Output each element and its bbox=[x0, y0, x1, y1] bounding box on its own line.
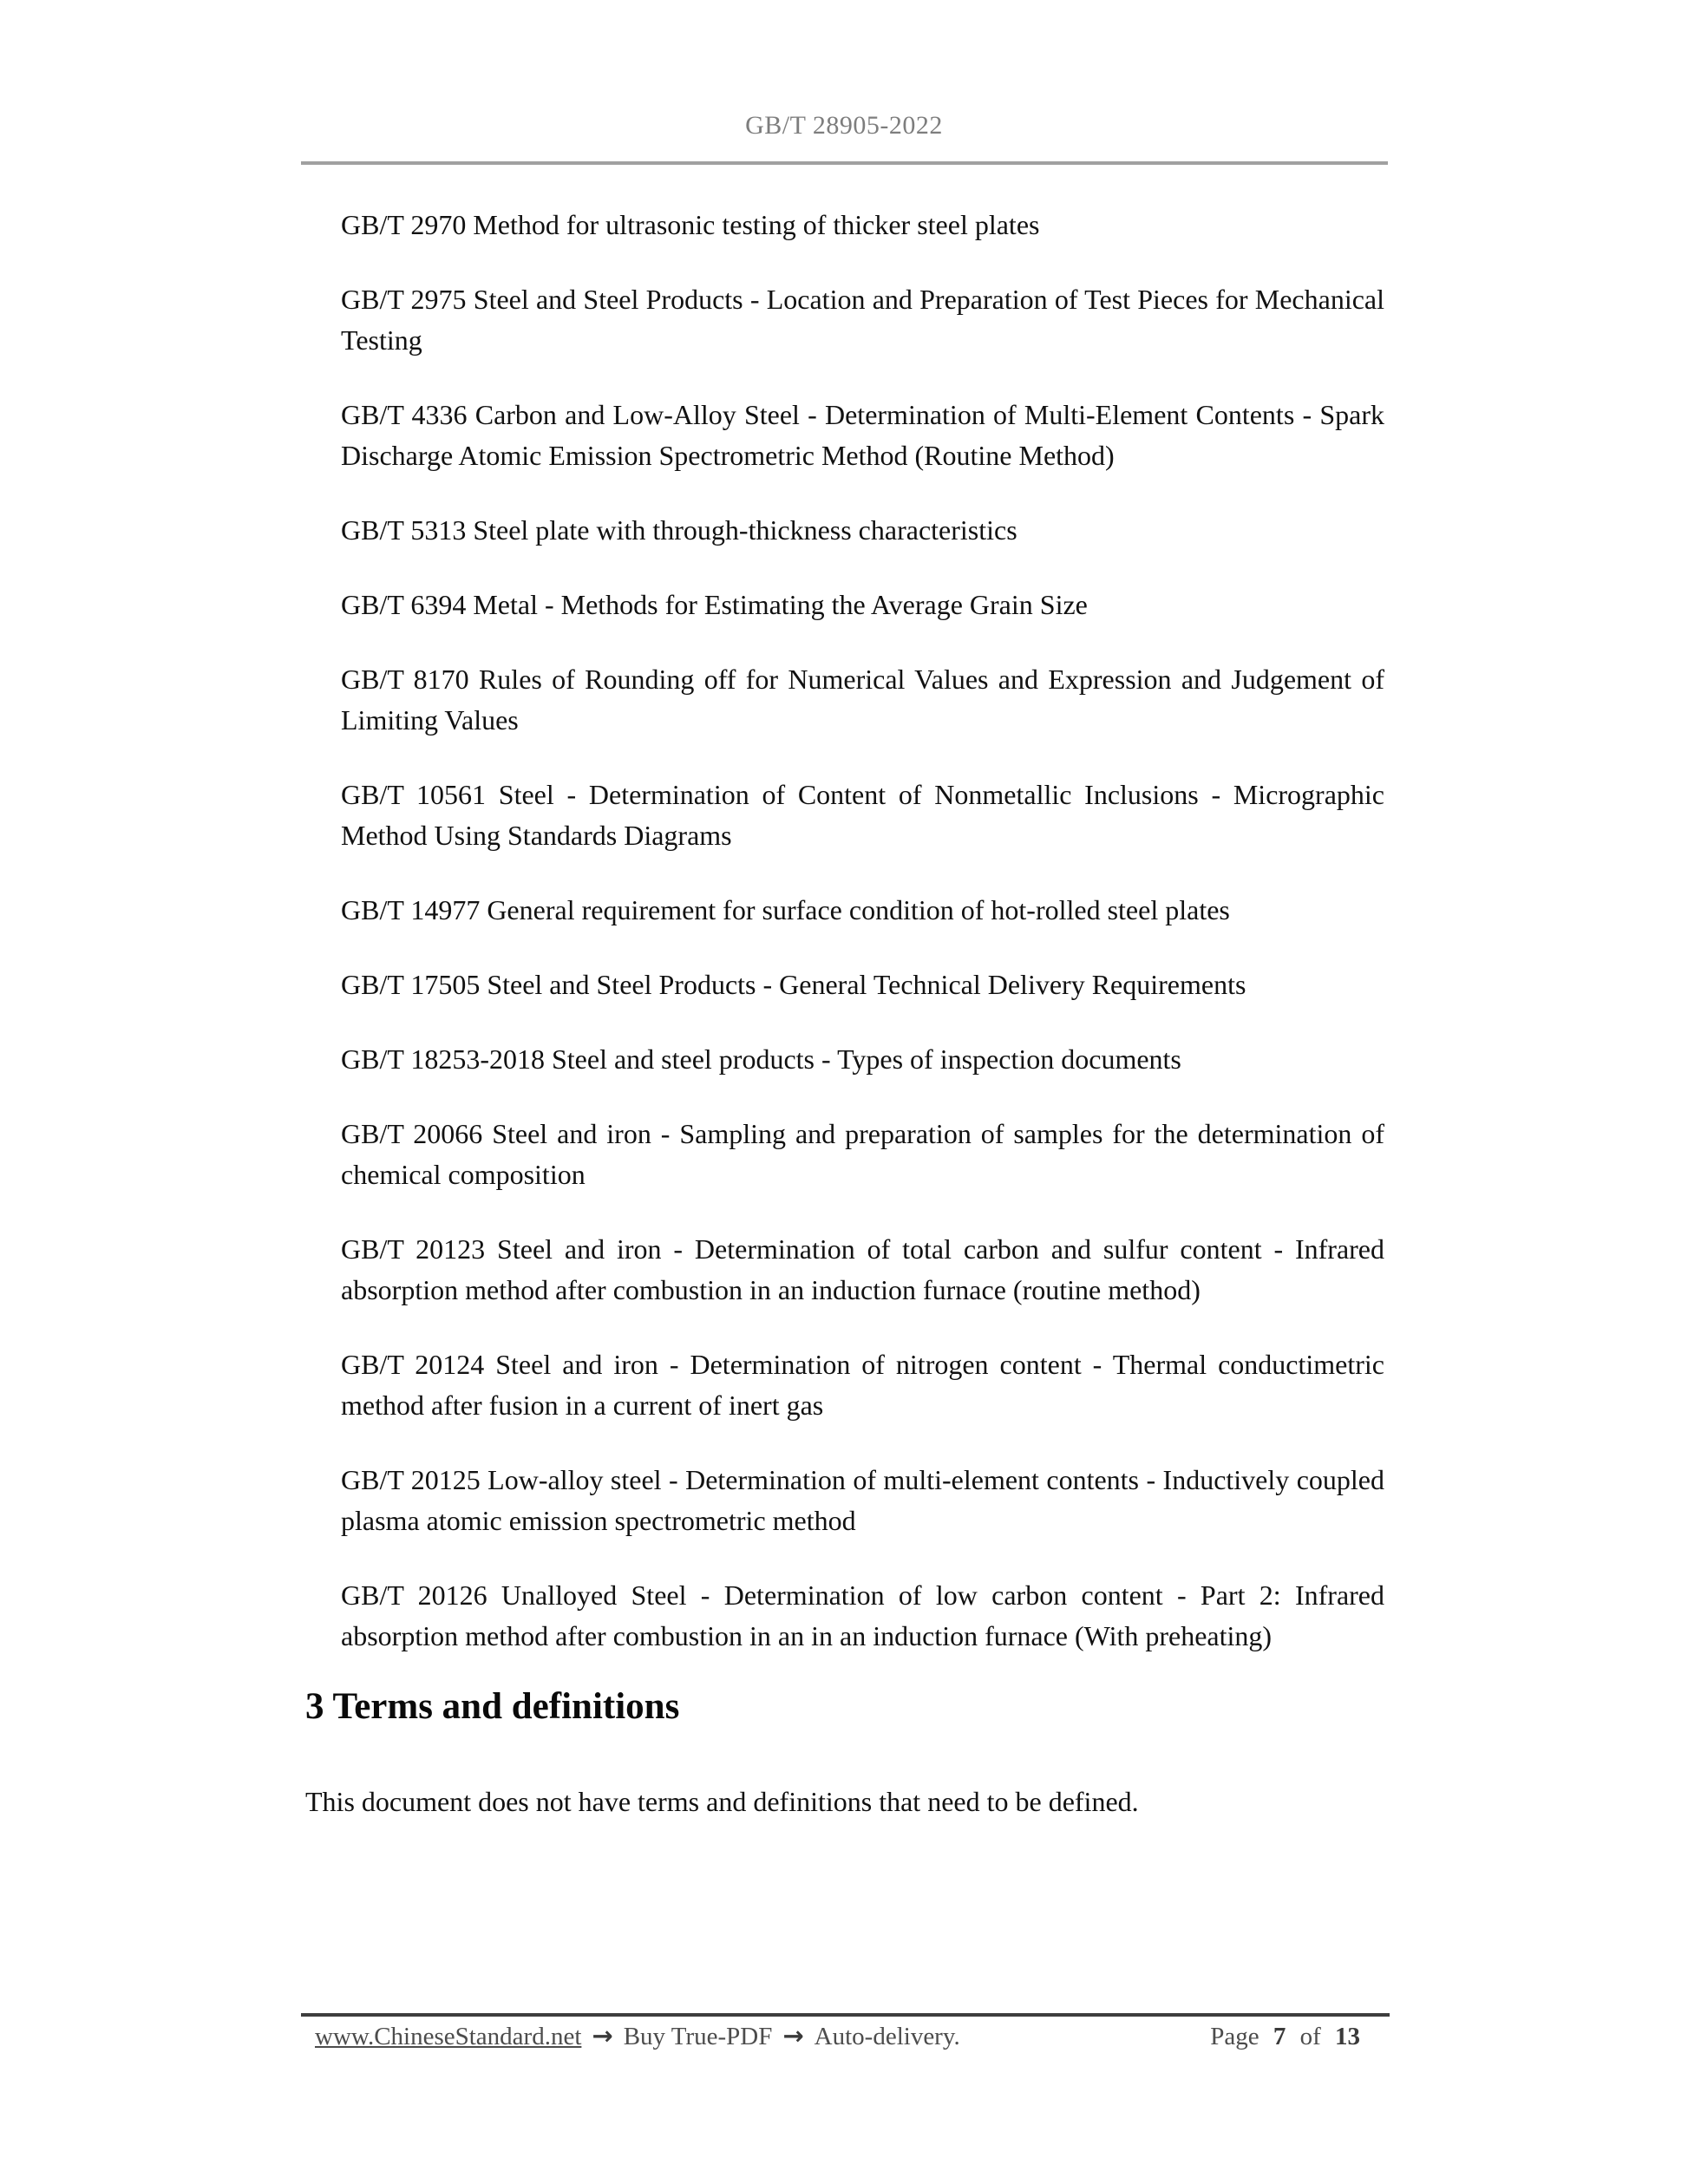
page-indicator bbox=[1210, 2022, 1360, 2051]
arrow-icon: → bbox=[592, 2021, 613, 2050]
reference-item: GB/T 20125 Low-alloy steel - Determination of multi-element contents - Inductively coupled plasma atomic emission spectrometric method bbox=[341, 1464, 1384, 1536]
page-content bbox=[305, 205, 1384, 1822]
reference-item: GB/T 20126 Unalloyed Steel - Determination of low carbon content - Part 2: Infrared absorption method after combustion in an in an induction furnace (With preheating) bbox=[341, 1579, 1384, 1651]
section-heading: 3 Terms and definitions bbox=[305, 1686, 680, 1727]
arrow-icon: → bbox=[782, 2021, 804, 2050]
running-header-doc-number: GB/T 28905-2022 bbox=[745, 111, 943, 140]
page-number: 7 bbox=[1273, 2023, 1286, 2050]
page-footer bbox=[315, 2021, 1360, 2051]
reference-item: GB/T 17505 Steel and Steel Products - General Technical Delivery Requirements bbox=[341, 969, 1246, 1000]
reference-item: GB/T 14977 General requirement for surface condition of hot-rolled steel plates bbox=[341, 894, 1230, 925]
reference-item: GB/T 20066 Steel and iron - Sampling and preparation of samples for the determination of chemical composition bbox=[341, 1118, 1384, 1190]
reference-item: GB/T 4336 Carbon and Low-Alloy Steel - Determination of Multi-Element Contents - Spark Discharge Atomic Emission Spectrometric Method (Routine Method) bbox=[341, 399, 1384, 471]
reference-item: GB/T 18253-2018 Steel and steel products - Types of inspection documents bbox=[341, 1043, 1181, 1075]
page-total: 13 bbox=[1335, 2023, 1360, 2050]
reference-item: GB/T 5313 Steel plate with through-thickness characteristics bbox=[341, 514, 1017, 546]
reference-item: GB/T 8170 Rules of Rounding off for Numerical Values and Expression and Judgement of Limiting Values bbox=[341, 664, 1384, 736]
reference-item: GB/T 20124 Steel and iron - Determination of nitrogen content - Thermal conductimetric method after fusion in a current of inert gas bbox=[341, 1349, 1384, 1421]
footer-left bbox=[315, 2021, 960, 2051]
header-rule bbox=[301, 161, 1388, 165]
of-label: of bbox=[1299, 2023, 1321, 2050]
reference-item: GB/T 6394 Metal - Methods for Estimating the Average Grain Size bbox=[341, 589, 1088, 620]
reference-item: GB/T 2975 Steel and Steel Products - Location and Preparation of Test Pieces for Mechanical Testing bbox=[341, 284, 1384, 356]
reference-item: GB/T 10561 Steel - Determination of Content of Nonmetallic Inclusions - Micrographic Method Using Standards Diagrams bbox=[341, 779, 1384, 851]
section-paragraph: This document does not have terms and definitions that need to be defined. bbox=[305, 1786, 1139, 1817]
reference-item: GB/T 2970 Method for ultrasonic testing of thicker steel plates bbox=[341, 209, 1040, 240]
footer-website-link[interactable]: www.ChineseStandard.net bbox=[315, 2023, 582, 2050]
page-label: Page bbox=[1210, 2023, 1259, 2050]
reference-item: GB/T 20123 Steel and iron - Determination of total carbon and sulfur content - Infrared absorption method after combustion in an induction furnace (routine method) bbox=[341, 1233, 1384, 1305]
footer-rule bbox=[301, 2013, 1390, 2017]
footer-delivery-label: Auto-delivery. bbox=[814, 2023, 960, 2050]
footer-buy-label: Buy True-PDF bbox=[623, 2023, 773, 2050]
